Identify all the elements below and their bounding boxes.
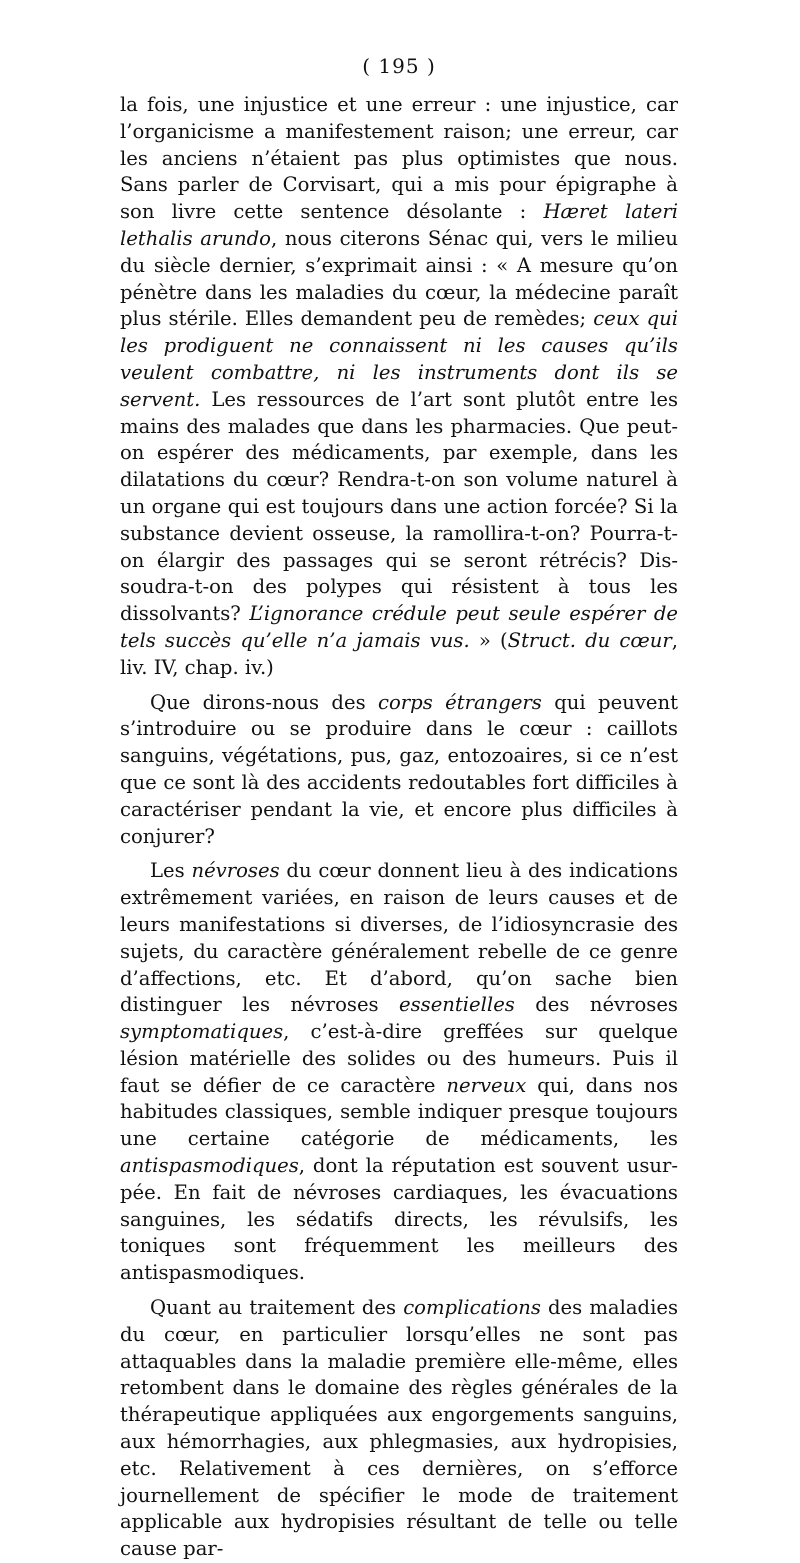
- paragraph: [120, 1295, 678, 1563]
- italic-text-run: névroses: [191, 859, 280, 883]
- text-run: , nous citerons Sénac qui, vers le milieu du siècle dernier, s’exprimait ainsi : « A mesure qu’on pénètre dans les maladies du cœur, la médecine paraît plus stérile. Elles demandent peu de remèdes;: [120, 226, 678, 331]
- text-run: , c’est-à-dire greffées sur quelque lésion matérielle des solides ou des humeurs. Puis il faut se défier de ce caractère: [120, 1020, 678, 1097]
- italic-text-run: corps étrangers: [378, 690, 542, 714]
- text-run: qui peuvent s’introduire ou se produire dans le cœur : caillots sanguins, végétations, pus, gaz, entozoaires, si ce n’est que ce sont là des accidents redoutables fort difficiles à caractériser pendant la vie, et encore plus difficiles à conjurer?: [120, 690, 678, 848]
- italic-text-run: antispasmodiques: [120, 1154, 299, 1178]
- text-run: Quant au traitement des: [150, 1296, 404, 1320]
- text-run: , liv. IV, chap. iv.): [120, 628, 679, 679]
- italic-text-run: nerveux: [446, 1073, 527, 1097]
- text-run: du cœur donnent lieu à des indications extrêmement variées, en raison de leurs causes et de leurs manifestations si diverses, de l’idiosyncrasie des sujets, du caractère généralement rebelle de ce genre d’affections, etc. Et d’abord, qu’on sache bien distinguer les névroses: [120, 859, 679, 1017]
- text-run: la fois, une injustice et une erreur : une injustice, car l’organicisme a manifestement raison; une erreur, car les anciens n’étaient pas plus optimistes que nous. Sans parler de Corvisart, qui a mis pour épigraphe à son livre cette sentence désolante :: [120, 93, 678, 224]
- text-run: qui, dans nos habitudes classiques, semble indiquer presque toujours une certaine catégorie de médicaments, les: [120, 1073, 678, 1151]
- italic-text-run: essentielles: [399, 993, 515, 1017]
- italic-text-run: Hæret lateri lethalis arundo: [120, 200, 679, 250]
- italic-text-run: Struct. du cœur: [507, 628, 672, 652]
- paragraph: [120, 92, 678, 682]
- italic-text-run: ceux qui les prodiguent ne connaissent ni les causes qu’ils veulent combattre, ni les instruments dont ils se servent.: [120, 307, 678, 411]
- text-run: Les ressources de l’art sont plutôt entre les mains des malades que dans les pharmacies. Que peut-on espérer des médicaments, par exemple, dans les dilatations du cœur? Rendra-t-on son volume naturel à un organe qui est toujours dans une action forcée? Si la substance devient osseuse, la ramollira-t-on? Pourra-t-on élargir des passages qui se seront rétrécis? Dissoudra-t-on des polypes qui résistent à tous les dissolvants?: [120, 387, 678, 626]
- paragraph: [120, 690, 678, 851]
- italic-text-run: L’ignorance crédule peut seule espérer de tels succès qu’elle n’a jamais vus.: [120, 602, 678, 652]
- italic-text-run: complications: [403, 1296, 541, 1320]
- page-number: ( 195 ): [362, 54, 436, 78]
- text-run: Les: [150, 859, 192, 883]
- text-run: Que dirons-nous des: [150, 690, 379, 714]
- text-run: des maladies du cœur, en particulier lorsqu’elles ne sont pas attaquables dans la maladie première elle-même, elles retombent dans le domaine des règles générales de la thérapeutique appliquées aux engorgements sanguins, aux hémorrhagies, aux phlegmasies, aux hydropisies, etc. Relativement à ces dernières, on s’efforce journellement de spécifier le mode de traitement applicable aux hydropisies résultant de telle ou telle cause par-: [120, 1296, 679, 1561]
- paragraph: [120, 858, 678, 1287]
- italic-text-run: symptomatiques: [120, 1020, 284, 1044]
- text-run: , dont la réputation est souvent usurpée. En fait de névroses cardiaques, les évacuations sanguines, les sédatifs directs, les révulsifs, les toniques sont fréquemment les meilleurs des antispasmodiques.: [120, 1154, 678, 1285]
- text-run: des névroses: [514, 993, 678, 1017]
- body-text: [120, 92, 678, 1563]
- text-run: » (: [469, 628, 508, 652]
